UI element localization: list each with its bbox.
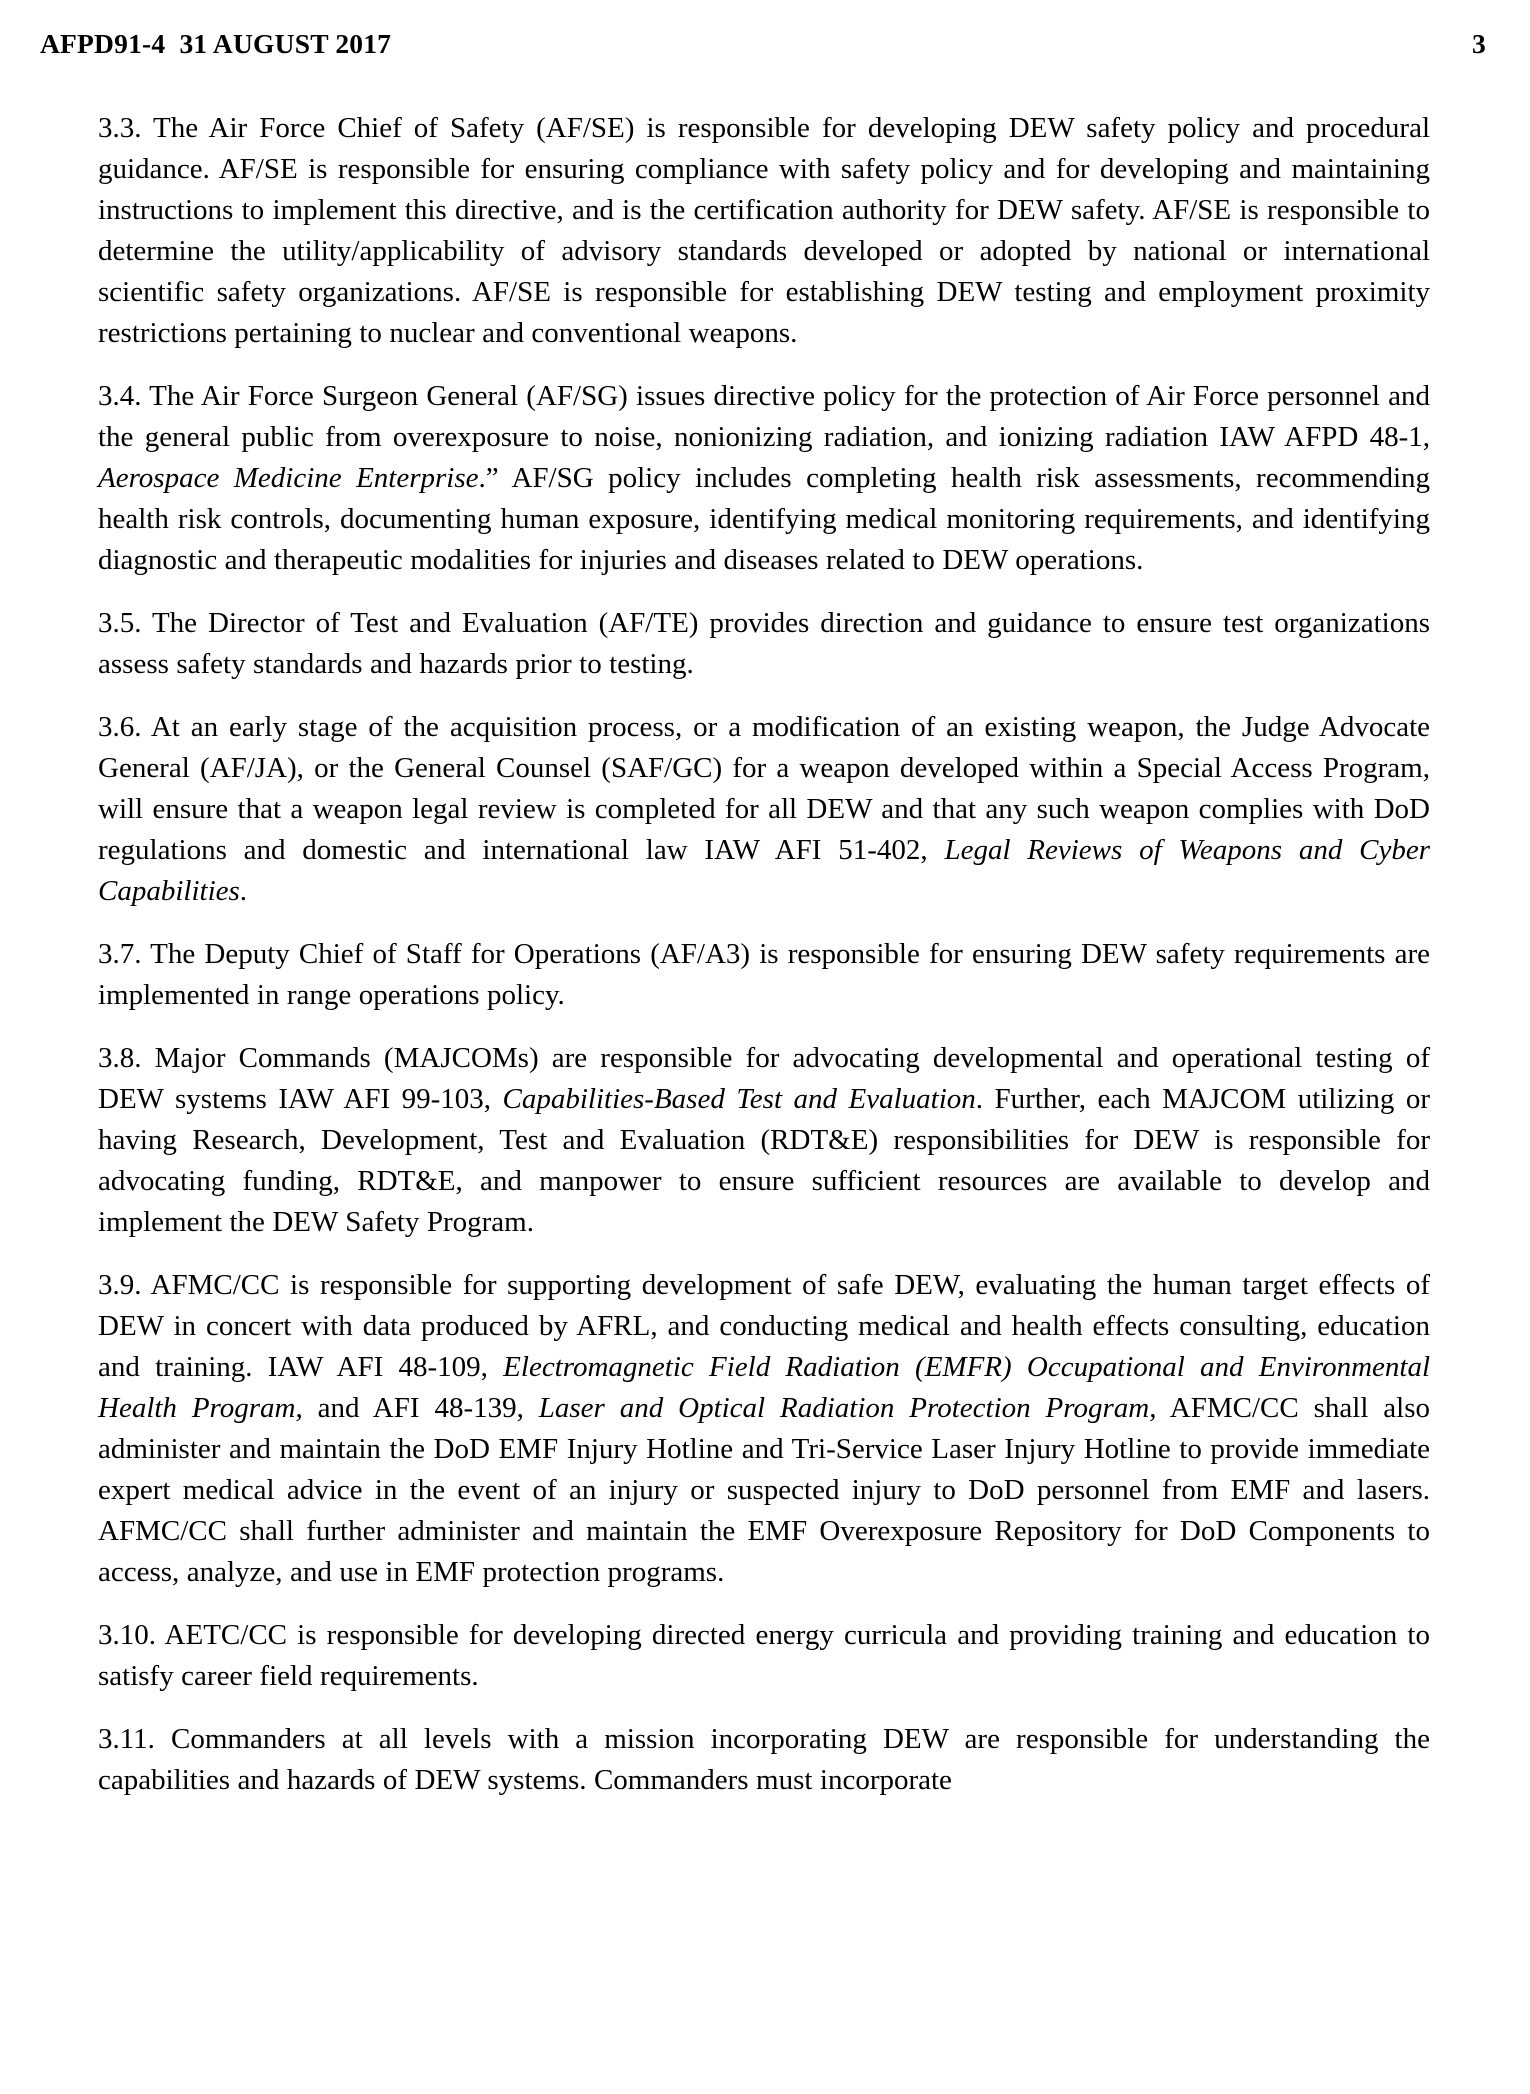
italic-title-run: Capabilities-Based Test and Evaluation — [502, 1083, 976, 1115]
italic-title-run: Legal Reviews of Weapons and Cyber Capabilities — [98, 834, 1430, 907]
page-header — [40, 28, 1490, 72]
paragraph-3-8 — [98, 1038, 1430, 1243]
text-run: .” AF/SG policy includes completing health risk assessments, recommending health risk controls, documenting human exposure, identifying medical monitoring requirements, and identifying diagnostic and therapeutic modalities for injuries and diseases related to DEW operations. — [98, 462, 1430, 576]
paragraph-3-4 — [98, 376, 1430, 581]
text-run: 3.10. AETC/CC is responsible for developing directed energy curricula and providing training and education to satisfy career field requirements. — [98, 1619, 1430, 1692]
text-run: 3.9. AFMC/CC is responsible for supporting development of safe DEW, evaluating the human target effects of DEW in concert with data produced by AFRL, and conducting medical and health effects consulting, education and training. IAW AFI 48-109, — [98, 1269, 1430, 1383]
paragraph-3-5 — [98, 603, 1430, 685]
text-run: 3.11. Commanders at all levels with a mission incorporating DEW are responsible for understanding the capabilities and hazards of DEW systems. Commanders must incorporate — [98, 1723, 1430, 1796]
text-run: and AFI 48-139, — [302, 1392, 539, 1424]
text-run: . — [239, 875, 248, 907]
paragraph-3-11 — [98, 1719, 1430, 1801]
text-run: 3.4. The Air Force Surgeon General (AF/SG) issues directive policy for the protection of Air Force personnel and the general public from overexposure to noise, nonionizing radiation, and ionizing radiation IAW AFPD 48-1, — [98, 380, 1430, 453]
text-run: 3.7. The Deputy Chief of Staff for Operations (AF/A3) is responsible for ensuring DEW safety requirements are implemented in range operations policy. — [98, 938, 1430, 1011]
text-run: 3.6. At an early stage of the acquisition process, or a modification of an existing weapon, the Judge Advocate General (AF/JA), or the General Counsel (SAF/GC) for a weapon developed within a Special Access Program, will ensure that a weapon legal review is completed for all DEW and that any such weapon complies with DoD regulations and domestic and international law IAW AFI 51-402, — [98, 711, 1430, 866]
paragraph-3-3 — [98, 108, 1430, 354]
paragraph-3-7 — [98, 934, 1430, 1016]
document-body — [98, 108, 1430, 1801]
italic-title-run: Electromagnetic Field Radiation (EMFR) Occupational and Environmental Health Program, — [98, 1351, 1431, 1424]
paragraph-3-6 — [98, 707, 1430, 912]
paragraph-3-9 — [98, 1265, 1430, 1593]
text-run: AFMC/CC shall also administer and maintain the DoD EMF Injury Hotline and Tri-Service Laser Injury Hotline to provide immediate expert medical advice in the event of an injury or suspected injury to DoD personnel from EMF and lasers. AFMC/CC shall further administer and maintain the EMF Overexposure Repository for DoD Components to access, analyze, and use in EMF protection programs. — [98, 1392, 1430, 1588]
paragraph-3-10 — [98, 1615, 1430, 1697]
text-run: 3.5. The Director of Test and Evaluation (AF/TE) provides direction and guidance to ensure test organizations assess safety standards and hazards prior to testing. — [98, 607, 1430, 680]
text-run: . Further, each MAJCOM utilizing or having Research, Development, Test and Evaluation (RDT&E) responsibilities for DEW is responsible for advocating funding, RDT&E, and manpower to ensure sufficient resources are available to develop and implement the DEW Safety Program. — [98, 1083, 1431, 1238]
italic-title-run: Laser and Optical Radiation Protection Program, — [538, 1392, 1157, 1424]
header-document-id: AFPD91-4 31 AUGUST 2017 — [40, 28, 392, 59]
text-run: 3.3. The Air Force Chief of Safety (AF/SE) is responsible for developing DEW safety policy and procedural guidance. AF/SE is responsible for ensuring compliance with safety policy and for developing and maintaining instructions to implement this directive, and is the certification authority for DEW safety. AF/SE is responsible to determine the utility/applicability of advisory standards developed or adopted by national or international scientific safety organizations. AF/SE is responsible for establishing DEW testing and employment proximity restrictions pertaining to nuclear and conventional weapons. — [98, 112, 1430, 349]
text-run: 3.8. Major Commands (MAJCOMs) are responsible for advocating developmental and operational testing of DEW systems IAW AFI 99-103, — [98, 1042, 1430, 1115]
italic-title-run: Aerospace Medicine Enterprise — [98, 462, 479, 494]
header-page-number: 3 — [1472, 28, 1486, 59]
